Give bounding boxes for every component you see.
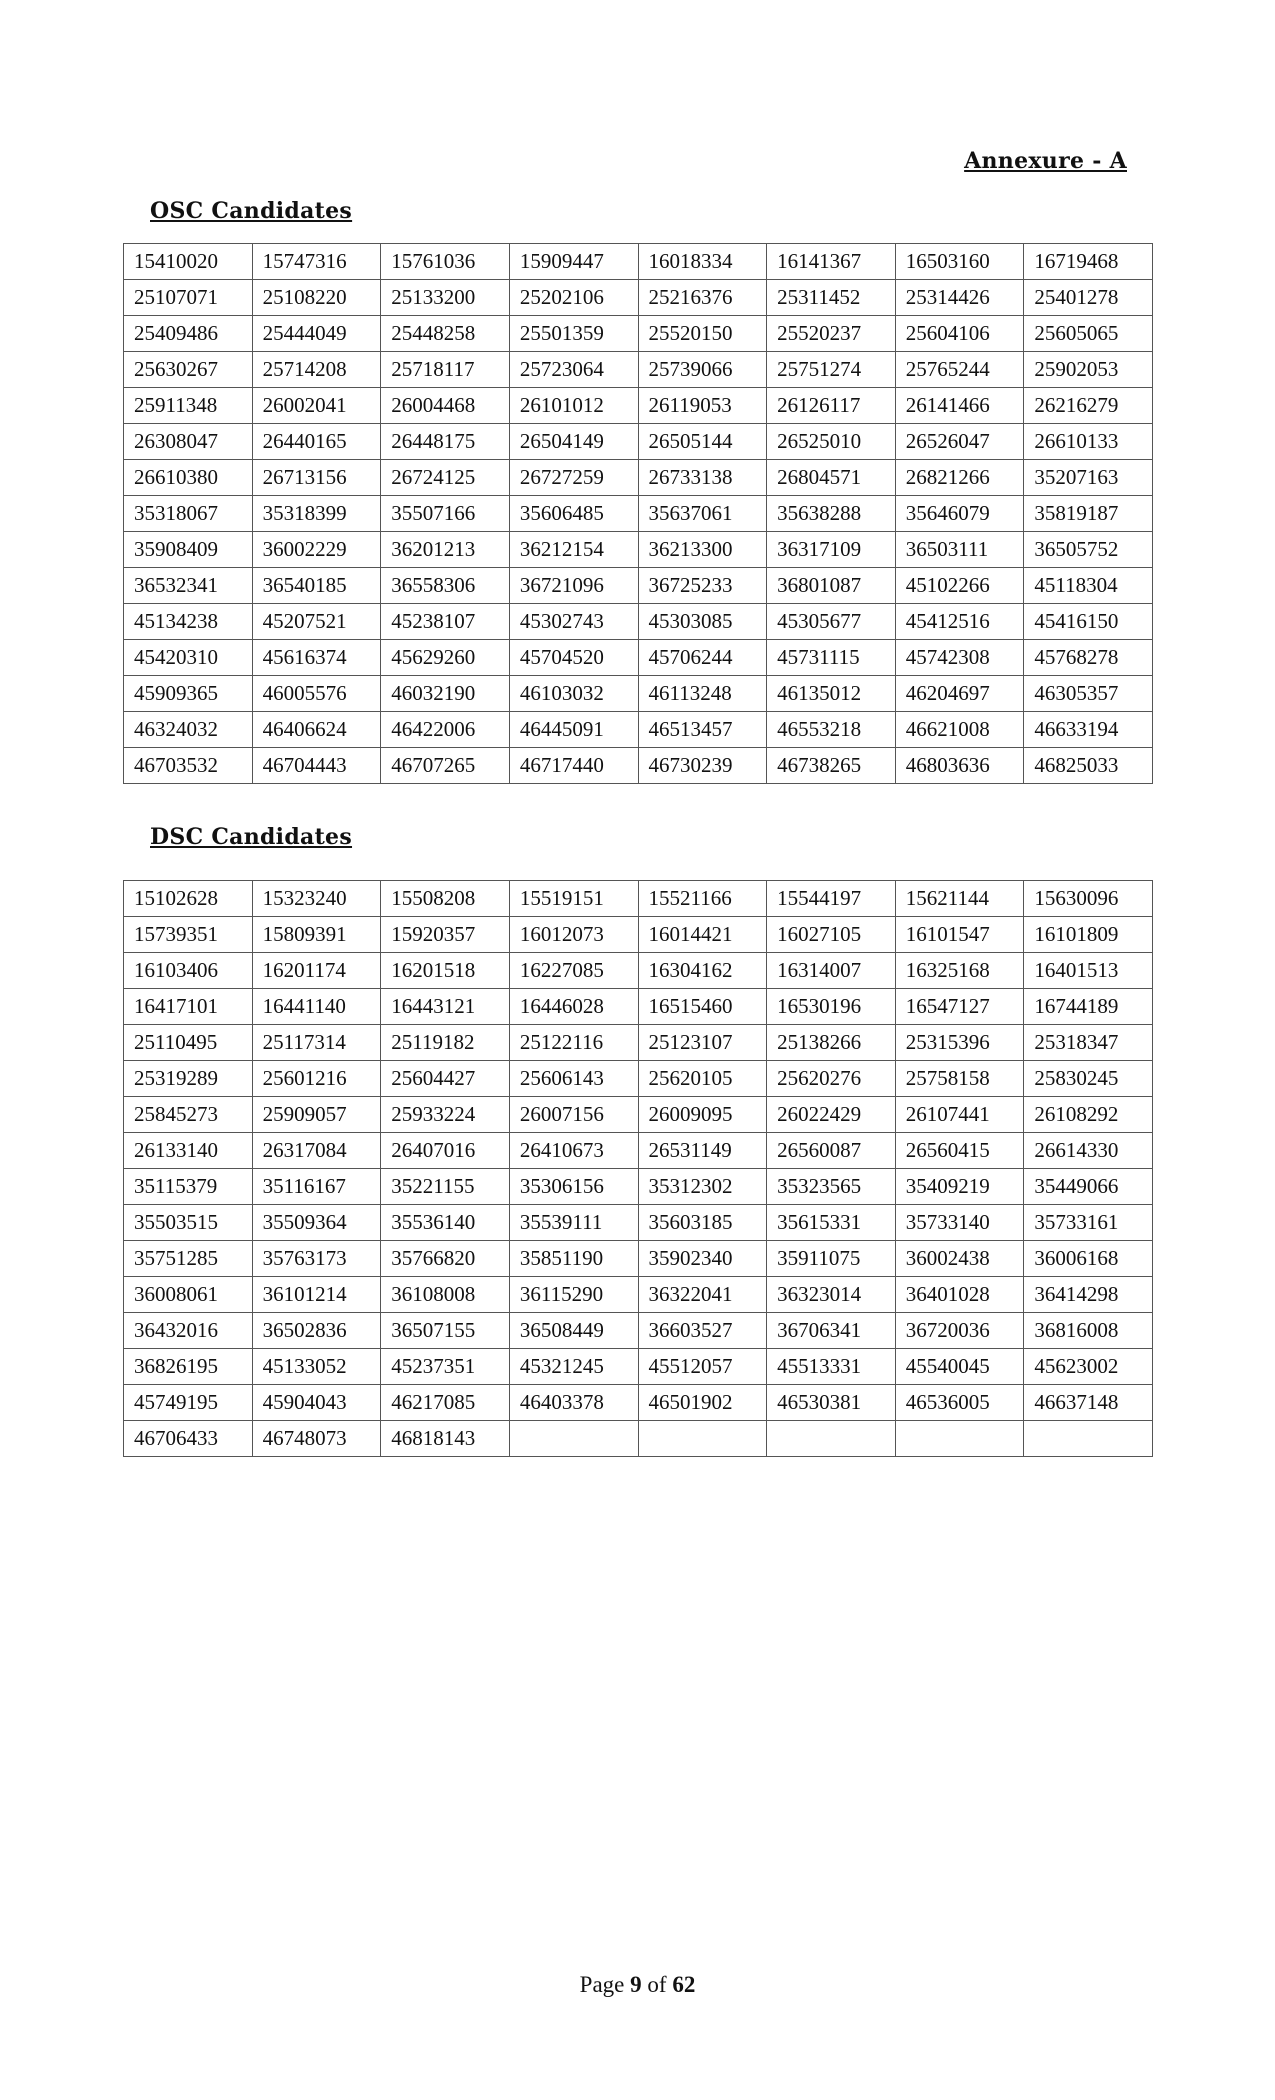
candidate-id-cell: 16012073: [509, 917, 638, 953]
candidate-id-cell: 25108220: [252, 280, 381, 316]
candidate-id-cell: 16101809: [1024, 917, 1153, 953]
candidate-id-cell: 46818143: [381, 1421, 510, 1457]
candidate-id-cell: 46637148: [1024, 1385, 1153, 1421]
candidate-id-cell: 46501902: [638, 1385, 767, 1421]
candidate-id-cell: 25138266: [767, 1025, 896, 1061]
candidate-id-cell: 46803636: [895, 748, 1024, 784]
candidate-id-cell: 36432016: [124, 1313, 253, 1349]
candidate-id-cell: 45623002: [1024, 1349, 1153, 1385]
candidate-id-cell: 25601216: [252, 1061, 381, 1097]
candidate-id-cell: 26804571: [767, 460, 896, 496]
candidate-id-cell: 35615331: [767, 1205, 896, 1241]
candidate-id-cell: 46730239: [638, 748, 767, 784]
candidate-id-cell: [509, 1421, 638, 1457]
table-row: [124, 424, 1153, 460]
candidate-id-cell: 16417101: [124, 989, 253, 1025]
candidate-id-cell: 25216376: [638, 280, 767, 316]
candidate-id-cell: 26821266: [895, 460, 1024, 496]
table-row: [124, 532, 1153, 568]
candidate-id-cell: 45629260: [381, 640, 510, 676]
candidate-id-cell: 35449066: [1024, 1169, 1153, 1205]
candidate-id-cell: 25107071: [124, 280, 253, 316]
candidate-id-cell: 36008061: [124, 1277, 253, 1313]
page-word: Page: [579, 1972, 625, 1997]
table-row: [124, 244, 1153, 280]
candidate-id-cell: 45118304: [1024, 568, 1153, 604]
candidate-id-cell: 26216279: [1024, 388, 1153, 424]
candidate-id-cell: 25751274: [767, 352, 896, 388]
candidate-id-cell: [767, 1421, 896, 1457]
candidate-id-cell: 36101214: [252, 1277, 381, 1313]
candidate-id-cell: 35751285: [124, 1241, 253, 1277]
candidate-id-cell: 26531149: [638, 1133, 767, 1169]
candidate-id-cell: 26126117: [767, 388, 896, 424]
candidate-id-cell: 46717440: [509, 748, 638, 784]
candidate-id-cell: 46703532: [124, 748, 253, 784]
table-row: [124, 640, 1153, 676]
candidate-id-cell: 36322041: [638, 1277, 767, 1313]
candidate-id-cell: 35763173: [252, 1241, 381, 1277]
candidate-id-cell: 36108008: [381, 1277, 510, 1313]
candidate-id-cell: 26526047: [895, 424, 1024, 460]
candidate-id-cell: 35646079: [895, 496, 1024, 532]
candidate-id-cell: 26410673: [509, 1133, 638, 1169]
candidate-id-cell: 46406624: [252, 712, 381, 748]
candidate-id-cell: 46422006: [381, 712, 510, 748]
candidate-id-cell: 35603185: [638, 1205, 767, 1241]
candidate-id-cell: 15323240: [252, 881, 381, 917]
candidate-id-cell: 16530196: [767, 989, 896, 1025]
candidate-id-cell: 46530381: [767, 1385, 896, 1421]
candidate-id-cell: 35409219: [895, 1169, 1024, 1205]
candidate-id-cell: 46748073: [252, 1421, 381, 1457]
candidate-id-cell: 16227085: [509, 953, 638, 989]
candidate-id-cell: 25620105: [638, 1061, 767, 1097]
candidate-id-cell: 25123107: [638, 1025, 767, 1061]
candidate-id-cell: 26724125: [381, 460, 510, 496]
table-row: [124, 1421, 1153, 1457]
candidate-id-cell: 16018334: [638, 244, 767, 280]
candidate-id-cell: 16446028: [509, 989, 638, 1025]
candidate-id-cell: 16401513: [1024, 953, 1153, 989]
candidate-id-cell: 16503160: [895, 244, 1024, 280]
table-row: [124, 1241, 1153, 1277]
candidate-id-cell: 26007156: [509, 1097, 638, 1133]
candidate-id-cell: 46113248: [638, 676, 767, 712]
candidate-id-cell: 45302743: [509, 604, 638, 640]
candidate-id-cell: 25409486: [124, 316, 253, 352]
candidate-id-cell: 46305357: [1024, 676, 1153, 712]
candidate-id-cell: 25714208: [252, 352, 381, 388]
table-row: [124, 1169, 1153, 1205]
candidate-id-cell: 26141466: [895, 388, 1024, 424]
candidate-id-cell: 45134238: [124, 604, 253, 640]
candidate-id-cell: 36002438: [895, 1241, 1024, 1277]
candidate-id-cell: 45305677: [767, 604, 896, 640]
candidate-id-cell: 26504149: [509, 424, 638, 460]
candidate-id-cell: 26101012: [509, 388, 638, 424]
candidate-id-cell: 36706341: [767, 1313, 896, 1349]
dsc-section-title: DSC Candidates: [150, 824, 353, 850]
candidate-id-cell: 45303085: [638, 604, 767, 640]
candidate-id-cell: 36558306: [381, 568, 510, 604]
candidate-id-cell: 45412516: [895, 604, 1024, 640]
candidate-id-cell: 26733138: [638, 460, 767, 496]
candidate-id-cell: 15630096: [1024, 881, 1153, 917]
candidate-id-cell: 45238107: [381, 604, 510, 640]
candidate-id-cell: 15761036: [381, 244, 510, 280]
candidate-id-cell: 45237351: [381, 1349, 510, 1385]
candidate-id-cell: 26614330: [1024, 1133, 1153, 1169]
candidate-id-cell: 15809391: [252, 917, 381, 953]
page-number: 9: [630, 1972, 642, 1997]
candidate-id-cell: 25604106: [895, 316, 1024, 352]
candidate-id-cell: 15508208: [381, 881, 510, 917]
candidate-id-cell: 35207163: [1024, 460, 1153, 496]
candidate-id-cell: 36603527: [638, 1313, 767, 1349]
candidate-id-cell: 26119053: [638, 388, 767, 424]
candidate-id-cell: 35902340: [638, 1241, 767, 1277]
page-footer: [0, 1972, 1275, 1998]
candidate-id-cell: 25758158: [895, 1061, 1024, 1097]
table-row: [124, 712, 1153, 748]
candidate-id-cell: 25902053: [1024, 352, 1153, 388]
candidate-id-cell: 46403378: [509, 1385, 638, 1421]
candidate-id-cell: 35819187: [1024, 496, 1153, 532]
candidate-id-cell: 15519151: [509, 881, 638, 917]
candidate-id-cell: 46621008: [895, 712, 1024, 748]
table-row: [124, 604, 1153, 640]
candidate-id-cell: 16744189: [1024, 989, 1153, 1025]
candidate-id-cell: 35733140: [895, 1205, 1024, 1241]
candidate-id-cell: 26004468: [381, 388, 510, 424]
candidate-id-cell: 15410020: [124, 244, 253, 280]
candidate-id-cell: 25723064: [509, 352, 638, 388]
candidate-id-cell: 25314426: [895, 280, 1024, 316]
candidate-id-cell: 36507155: [381, 1313, 510, 1349]
candidate-id-cell: 25133200: [381, 280, 510, 316]
candidate-id-cell: 25718117: [381, 352, 510, 388]
candidate-id-cell: 45102266: [895, 568, 1024, 604]
candidate-id-cell: 36212154: [509, 532, 638, 568]
candidate-id-cell: 35323565: [767, 1169, 896, 1205]
candidate-id-cell: 35509364: [252, 1205, 381, 1241]
candidate-id-cell: 36505752: [1024, 532, 1153, 568]
candidate-id-cell: 36115290: [509, 1277, 638, 1313]
candidate-id-cell: 36213300: [638, 532, 767, 568]
table-row: [124, 1025, 1153, 1061]
candidate-id-cell: 46633194: [1024, 712, 1153, 748]
candidate-id-cell: 25501359: [509, 316, 638, 352]
candidate-id-cell: 35911075: [767, 1241, 896, 1277]
table-row: [124, 748, 1153, 784]
candidate-id-cell: 45731115: [767, 640, 896, 676]
candidate-id-cell: 16141367: [767, 244, 896, 280]
table-row: [124, 460, 1153, 496]
candidate-id-cell: 16101547: [895, 917, 1024, 953]
candidate-id-cell: 46445091: [509, 712, 638, 748]
candidate-id-cell: 25117314: [252, 1025, 381, 1061]
candidate-id-cell: 25119182: [381, 1025, 510, 1061]
candidate-id-cell: 36725233: [638, 568, 767, 604]
candidate-id-cell: [638, 1421, 767, 1457]
candidate-id-cell: 26610133: [1024, 424, 1153, 460]
candidate-id-cell: 16515460: [638, 989, 767, 1025]
candidate-id-cell: 46005576: [252, 676, 381, 712]
candidate-id-cell: 36540185: [252, 568, 381, 604]
candidate-id-cell: 26107441: [895, 1097, 1024, 1133]
candidate-id-cell: 16441140: [252, 989, 381, 1025]
candidate-id-cell: 46135012: [767, 676, 896, 712]
candidate-id-cell: 45768278: [1024, 640, 1153, 676]
candidate-id-cell: 26610380: [124, 460, 253, 496]
candidate-id-cell: 36721096: [509, 568, 638, 604]
candidate-id-cell: 36414298: [1024, 1277, 1153, 1313]
table-row: [124, 1061, 1153, 1097]
candidate-id-cell: 35116167: [252, 1169, 381, 1205]
candidate-id-cell: 35851190: [509, 1241, 638, 1277]
candidate-id-cell: 16103406: [124, 953, 253, 989]
candidate-id-cell: 26525010: [767, 424, 896, 460]
candidate-id-cell: 36532341: [124, 568, 253, 604]
candidate-id-cell: 35503515: [124, 1205, 253, 1241]
candidate-id-cell: 46032190: [381, 676, 510, 712]
candidate-id-cell: 26317084: [252, 1133, 381, 1169]
candidate-id-cell: 16014421: [638, 917, 767, 953]
candidate-id-cell: 46103032: [509, 676, 638, 712]
candidate-id-cell: 36323014: [767, 1277, 896, 1313]
table-row: [124, 568, 1153, 604]
candidate-id-cell: 46707265: [381, 748, 510, 784]
candidate-id-cell: 25122116: [509, 1025, 638, 1061]
candidate-id-cell: 35318067: [124, 496, 253, 532]
candidate-id-cell: 46204697: [895, 676, 1024, 712]
table-row: [124, 1133, 1153, 1169]
candidate-id-cell: 26440165: [252, 424, 381, 460]
table-row: [124, 676, 1153, 712]
candidate-id-cell: 45512057: [638, 1349, 767, 1385]
candidate-id-cell: 25110495: [124, 1025, 253, 1061]
candidate-id-cell: 15521166: [638, 881, 767, 917]
candidate-id-cell: 36801087: [767, 568, 896, 604]
candidate-id-cell: 25315396: [895, 1025, 1024, 1061]
candidate-id-cell: 46825033: [1024, 748, 1153, 784]
candidate-id-cell: 16325168: [895, 953, 1024, 989]
candidate-id-cell: 16201174: [252, 953, 381, 989]
candidate-id-cell: 16547127: [895, 989, 1024, 1025]
candidate-id-cell: 25448258: [381, 316, 510, 352]
table-row: [124, 1313, 1153, 1349]
candidate-id-cell: 25605065: [1024, 316, 1153, 352]
candidate-id-cell: 16443121: [381, 989, 510, 1025]
candidate-id-cell: 25830245: [1024, 1061, 1153, 1097]
table-row: [124, 1349, 1153, 1385]
candidate-id-cell: 36401028: [895, 1277, 1024, 1313]
candidate-id-cell: 25933224: [381, 1097, 510, 1133]
candidate-id-cell: 36503111: [895, 532, 1024, 568]
candidate-id-cell: 26133140: [124, 1133, 253, 1169]
candidate-id-cell: 16201518: [381, 953, 510, 989]
candidate-id-cell: 45420310: [124, 640, 253, 676]
candidate-id-cell: 25620276: [767, 1061, 896, 1097]
candidate-id-cell: 35908409: [124, 532, 253, 568]
candidate-id-cell: 46553218: [767, 712, 896, 748]
candidate-id-cell: 26448175: [381, 424, 510, 460]
candidate-id-cell: 25318347: [1024, 1025, 1153, 1061]
candidate-id-cell: 25319289: [124, 1061, 253, 1097]
candidate-id-cell: 15102628: [124, 881, 253, 917]
candidate-id-cell: 35115379: [124, 1169, 253, 1205]
candidate-id-cell: 15920357: [381, 917, 510, 953]
candidate-id-cell: 25444049: [252, 316, 381, 352]
candidate-id-cell: 15739351: [124, 917, 253, 953]
candidate-id-cell: 36006168: [1024, 1241, 1153, 1277]
candidate-id-cell: [1024, 1421, 1153, 1457]
candidate-id-cell: 35306156: [509, 1169, 638, 1205]
candidate-id-cell: 16719468: [1024, 244, 1153, 280]
candidate-id-cell: 25739066: [638, 352, 767, 388]
candidate-id-cell: 16314007: [767, 953, 896, 989]
candidate-id-cell: 35536140: [381, 1205, 510, 1241]
table-row: [124, 352, 1153, 388]
candidate-id-cell: 46324032: [124, 712, 253, 748]
candidate-id-cell: 25911348: [124, 388, 253, 424]
candidate-id-cell: 36720036: [895, 1313, 1024, 1349]
table-row: [124, 316, 1153, 352]
candidate-id-cell: 26727259: [509, 460, 638, 496]
table-row: [124, 1385, 1153, 1421]
candidate-id-cell: 36002229: [252, 532, 381, 568]
candidate-id-cell: 45513331: [767, 1349, 896, 1385]
candidate-id-cell: 26009095: [638, 1097, 767, 1133]
candidate-id-cell: 16027105: [767, 917, 896, 953]
candidate-id-cell: 46513457: [638, 712, 767, 748]
candidate-id-cell: 46738265: [767, 748, 896, 784]
candidate-id-cell: 26560087: [767, 1133, 896, 1169]
candidate-id-cell: 36508449: [509, 1313, 638, 1349]
candidate-id-cell: 45904043: [252, 1385, 381, 1421]
candidate-id-cell: 35318399: [252, 496, 381, 532]
dsc-candidates-table: [123, 880, 1153, 1457]
osc-section-title: OSC Candidates: [150, 198, 353, 224]
table-row: [124, 280, 1153, 316]
candidate-id-cell: 15909447: [509, 244, 638, 280]
candidate-id-cell: 45909365: [124, 676, 253, 712]
candidate-id-cell: 45416150: [1024, 604, 1153, 640]
candidate-id-cell: 35766820: [381, 1241, 510, 1277]
candidate-id-cell: 26407016: [381, 1133, 510, 1169]
candidate-id-cell: [895, 1421, 1024, 1457]
candidate-id-cell: 45704520: [509, 640, 638, 676]
candidate-id-cell: 35637061: [638, 496, 767, 532]
table-row: [124, 1205, 1153, 1241]
candidate-id-cell: 25202106: [509, 280, 638, 316]
candidate-id-cell: 26022429: [767, 1097, 896, 1133]
candidate-id-cell: 46704443: [252, 748, 381, 784]
candidate-id-cell: 46706433: [124, 1421, 253, 1457]
candidate-id-cell: 36816008: [1024, 1313, 1153, 1349]
candidate-id-cell: 35733161: [1024, 1205, 1153, 1241]
candidate-id-cell: 36502836: [252, 1313, 381, 1349]
candidate-id-cell: 45321245: [509, 1349, 638, 1385]
candidate-id-cell: 26308047: [124, 424, 253, 460]
candidate-id-cell: 26002041: [252, 388, 381, 424]
candidate-id-cell: 25845273: [124, 1097, 253, 1133]
candidate-id-cell: 45706244: [638, 640, 767, 676]
candidate-id-cell: 45540045: [895, 1349, 1024, 1385]
candidate-id-cell: 15544197: [767, 881, 896, 917]
candidate-id-cell: 35638288: [767, 496, 896, 532]
candidate-id-cell: 46217085: [381, 1385, 510, 1421]
candidate-id-cell: 25401278: [1024, 280, 1153, 316]
table-row: [124, 1097, 1153, 1133]
candidate-id-cell: 45616374: [252, 640, 381, 676]
candidate-id-cell: 15621144: [895, 881, 1024, 917]
candidate-id-cell: 35507166: [381, 496, 510, 532]
table-row: [124, 953, 1153, 989]
candidate-id-cell: 25909057: [252, 1097, 381, 1133]
candidate-id-cell: 36317109: [767, 532, 896, 568]
candidate-id-cell: 46536005: [895, 1385, 1024, 1421]
candidate-id-cell: 35221155: [381, 1169, 510, 1205]
candidate-id-cell: 16304162: [638, 953, 767, 989]
candidate-id-cell: 45749195: [124, 1385, 253, 1421]
table-row: [124, 989, 1153, 1025]
candidate-id-cell: 25765244: [895, 352, 1024, 388]
candidate-id-cell: 26505144: [638, 424, 767, 460]
table-row: [124, 881, 1153, 917]
candidate-id-cell: 26560415: [895, 1133, 1024, 1169]
candidate-id-cell: 25604427: [381, 1061, 510, 1097]
candidate-id-cell: 45207521: [252, 604, 381, 640]
candidate-id-cell: 25520237: [767, 316, 896, 352]
candidate-id-cell: 36201213: [381, 532, 510, 568]
candidate-id-cell: 45133052: [252, 1349, 381, 1385]
table-row: [124, 917, 1153, 953]
candidate-id-cell: 26713156: [252, 460, 381, 496]
candidate-id-cell: 45742308: [895, 640, 1024, 676]
table-row: [124, 1277, 1153, 1313]
candidate-id-cell: 35312302: [638, 1169, 767, 1205]
candidate-id-cell: 36826195: [124, 1349, 253, 1385]
candidate-id-cell: 25311452: [767, 280, 896, 316]
candidate-id-cell: 35606485: [509, 496, 638, 532]
of-word: of: [647, 1972, 667, 1997]
osc-candidates-table: [123, 243, 1153, 784]
total-pages: 62: [672, 1972, 696, 1997]
candidate-id-cell: 26108292: [1024, 1097, 1153, 1133]
candidate-id-cell: 25606143: [509, 1061, 638, 1097]
candidate-id-cell: 25520150: [638, 316, 767, 352]
table-row: [124, 496, 1153, 532]
annexure-heading: Annexure - A: [964, 148, 1127, 174]
candidate-id-cell: 25630267: [124, 352, 253, 388]
candidate-id-cell: 15747316: [252, 244, 381, 280]
candidate-id-cell: 35539111: [509, 1205, 638, 1241]
table-row: [124, 388, 1153, 424]
